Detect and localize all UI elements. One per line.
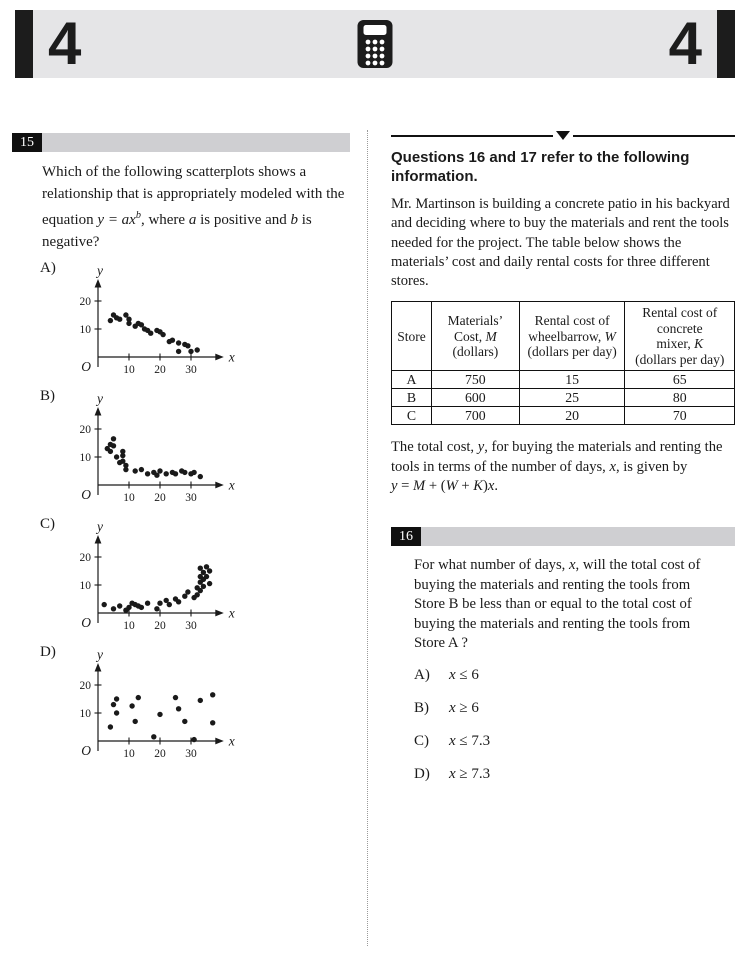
svg-text:y: y bbox=[97, 647, 103, 662]
svg-text:30: 30 bbox=[185, 620, 197, 632]
option-d-label: D) bbox=[40, 644, 56, 660]
table-cell: B bbox=[392, 389, 432, 407]
divider-line-right bbox=[573, 135, 735, 137]
column-divider bbox=[367, 130, 368, 946]
choice-a-text: x ≤ 6 bbox=[449, 666, 479, 683]
choice-b-text: x ≥ 6 bbox=[449, 699, 479, 716]
choice-a bbox=[414, 665, 735, 686]
table-cell: C bbox=[392, 407, 432, 425]
info-paragraph: Mr. Martinson is building a concrete patio in his backyard and deciding where to buy the materials and rent the tools needed for the project. The table below shows the materials’ cost and daily rental costs for three different stores. bbox=[391, 196, 730, 290]
svg-text:10: 10 bbox=[79, 580, 91, 592]
choice-c bbox=[414, 731, 735, 752]
section-number-right: 4 bbox=[668, 10, 702, 77]
table-cell: 15 bbox=[519, 371, 625, 389]
choice-a-letter: A) bbox=[414, 666, 430, 683]
svg-text:20: 20 bbox=[79, 552, 91, 564]
svg-text:10: 10 bbox=[123, 620, 135, 632]
choice-b bbox=[414, 698, 735, 719]
svg-text:20: 20 bbox=[154, 364, 166, 376]
svg-text:x: x bbox=[228, 605, 235, 621]
svg-text:O: O bbox=[81, 743, 91, 758]
table-header-store: Store bbox=[392, 302, 432, 371]
svg-text:y: y bbox=[97, 391, 103, 406]
table-cell: 600 bbox=[431, 389, 519, 407]
svg-text:x: x bbox=[228, 477, 235, 493]
section-number-left: 4 bbox=[48, 10, 82, 77]
header-right-bar bbox=[717, 10, 735, 78]
right-column bbox=[391, 130, 735, 797]
option-b-label: B) bbox=[40, 388, 55, 404]
table-cell: A bbox=[392, 371, 432, 389]
section-header bbox=[15, 10, 735, 78]
table-cell: 20 bbox=[519, 407, 625, 425]
scatterplot-b bbox=[68, 385, 253, 510]
table-cell: 65 bbox=[625, 371, 735, 389]
scatterplot-d bbox=[68, 641, 253, 766]
choice-c-text: x ≤ 7.3 bbox=[449, 732, 491, 749]
table-cell: 750 bbox=[431, 371, 519, 389]
svg-text:20: 20 bbox=[154, 620, 166, 632]
svg-text:30: 30 bbox=[185, 748, 197, 760]
svg-text:20: 20 bbox=[79, 680, 91, 692]
table-row-store-c bbox=[392, 407, 735, 425]
option-c-label: C) bbox=[40, 516, 55, 532]
svg-text:10: 10 bbox=[79, 324, 91, 336]
table-header-row bbox=[392, 302, 735, 371]
svg-text:O: O bbox=[81, 359, 91, 374]
svg-text:10: 10 bbox=[123, 748, 135, 760]
question-16-badge: 16 bbox=[391, 527, 421, 546]
choice-d bbox=[414, 764, 735, 785]
svg-text:30: 30 bbox=[185, 364, 197, 376]
svg-text:10: 10 bbox=[79, 452, 91, 464]
question-16-block bbox=[391, 527, 735, 785]
option-a-label: A) bbox=[40, 260, 56, 276]
choice-b-letter: B) bbox=[414, 699, 429, 716]
table-cell: 80 bbox=[625, 389, 735, 407]
question-15-bar bbox=[12, 133, 350, 152]
question-15-prompt: Which of the following scatterplots shows a relationship that is appropriately modeled with the equation $y = ax^b$, where a is positive and b is negative? bbox=[42, 164, 345, 250]
table-cell: 700 bbox=[431, 407, 519, 425]
svg-text:y: y bbox=[97, 263, 103, 278]
svg-text:10: 10 bbox=[79, 708, 91, 720]
svg-text:20: 20 bbox=[79, 424, 91, 436]
svg-text:10: 10 bbox=[123, 364, 135, 376]
choice-d-text: x ≥ 7.3 bbox=[449, 765, 491, 782]
answer-option-b bbox=[40, 385, 350, 510]
choice-d-letter: D) bbox=[414, 765, 430, 782]
svg-text:10: 10 bbox=[123, 492, 135, 504]
question-16-prompt: For what number of days, x, will the total cost of buying the materials and renting the tools from Store B be less than or equal to the total cost of buying the materials and renting the tools from Store A ? bbox=[414, 557, 701, 652]
svg-text:y: y bbox=[97, 519, 103, 534]
answer-option-c bbox=[40, 513, 350, 638]
svg-text:O: O bbox=[81, 487, 91, 502]
info-header: Questions 16 and 17 refer to the following information. bbox=[391, 149, 690, 185]
svg-text:x: x bbox=[228, 349, 235, 365]
svg-text:20: 20 bbox=[79, 296, 91, 308]
scatterplot-a bbox=[68, 257, 253, 382]
table-header-wheelbarrow-cost: Rental cost of wheelbarrow, W (dollars per day) bbox=[519, 302, 625, 371]
choice-c-letter: C) bbox=[414, 732, 429, 749]
total-cost-paragraph: The total cost, y, for buying the materials and renting the tools in terms of the number of days, x, is given by y = M + (W + K)x. bbox=[391, 439, 723, 495]
table-header-materials-cost: Materials’ Cost, M (dollars) bbox=[431, 302, 519, 371]
table-row-store-a bbox=[392, 371, 735, 389]
answer-option-d bbox=[40, 641, 350, 766]
svg-text:x: x bbox=[228, 733, 235, 749]
question-15-badge: 15 bbox=[12, 133, 42, 152]
materials-cost-table bbox=[391, 301, 735, 425]
down-triangle-icon bbox=[556, 131, 570, 140]
question-16-bar bbox=[391, 527, 735, 546]
svg-text:20: 20 bbox=[154, 492, 166, 504]
answer-option-a bbox=[40, 257, 350, 382]
info-divider bbox=[391, 130, 735, 141]
svg-text:30: 30 bbox=[185, 492, 197, 504]
table-cell: 70 bbox=[625, 407, 735, 425]
table-row-store-b bbox=[392, 389, 735, 407]
table-cell: 25 bbox=[519, 389, 625, 407]
svg-text:20: 20 bbox=[154, 748, 166, 760]
calculator-icon bbox=[357, 19, 394, 74]
scatterplot-c bbox=[68, 513, 253, 638]
table-header-mixer-cost: Rental cost of concrete mixer, K (dollars per day) bbox=[625, 302, 735, 371]
left-column bbox=[12, 133, 350, 767]
svg-text:O: O bbox=[81, 615, 91, 630]
divider-line-left bbox=[391, 135, 553, 137]
header-left-bar bbox=[15, 10, 33, 78]
